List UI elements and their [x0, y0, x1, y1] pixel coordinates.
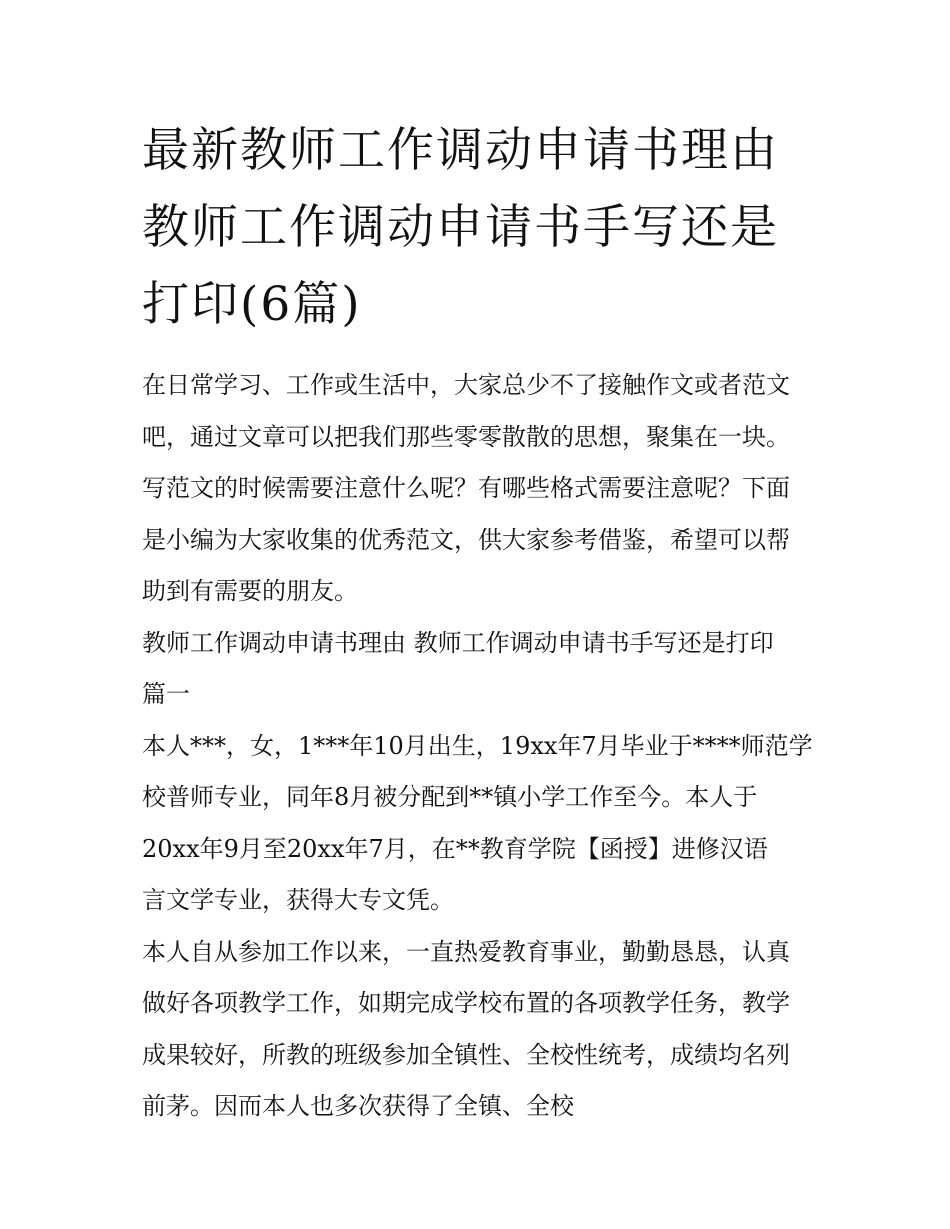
document-page [142, 112, 818, 1133]
text-line: 校普师专业，同年8月被分配到**镇小学工作至今。本人于 [142, 783, 758, 811]
text-line: 本人自从参加工作以来，一直热爱教育事业，勤勤恳恳，认真 [142, 937, 790, 966]
document-body [142, 360, 818, 1133]
text-line: 在日常学习、工作或生活中，大家总少不了接触作文或者范文 [142, 371, 790, 399]
text-line: 吧，通过文章可以把我们那些零零散散的思想，聚集在一块。 [142, 422, 790, 451]
text-line: 做好各项教学工作，如期完成学校布置的各项教学任务，教学 [142, 989, 790, 1017]
title-line: 打印(6篇) [142, 277, 362, 332]
title-line: 最新教师工作调动申请书理由 [142, 123, 779, 178]
text-line: 教师工作调动申请书理由 教师工作调动申请书手写还是打印 [142, 628, 774, 657]
text-line: 20xx年9月至20xx年7月，在**教育学院【函授】进修汉语 [142, 834, 768, 863]
text-line: 本人***，女，1***年10月出生，19xx年7月毕业于****师范学 [142, 731, 813, 760]
text-line: 写范文的时候需要注意什么呢？有哪些格式需要注意呢？下面 [142, 474, 790, 502]
text-line: 成果较好，所教的班级参加全镇性、全校性统考，成绩均名列 [142, 1040, 790, 1069]
text-line: 助到有需要的朋友。 [142, 577, 358, 605]
text-line: 言文学专业，获得大专文凭。 [142, 886, 454, 914]
intro-paragraph [142, 360, 818, 618]
section-heading [142, 618, 818, 721]
document-title [142, 112, 802, 343]
text-line: 是小编为大家收集的优秀范文，供大家参考借鉴，希望可以帮 [142, 525, 790, 554]
work-record-paragraph [142, 927, 818, 1133]
text-line: 篇一 [142, 680, 190, 708]
biography-paragraph [142, 721, 818, 927]
text-line: 前茅。因而本人也多次获得了全镇、全校 [142, 1092, 574, 1120]
title-line: 教师工作调动申请书手写还是 [142, 200, 779, 255]
